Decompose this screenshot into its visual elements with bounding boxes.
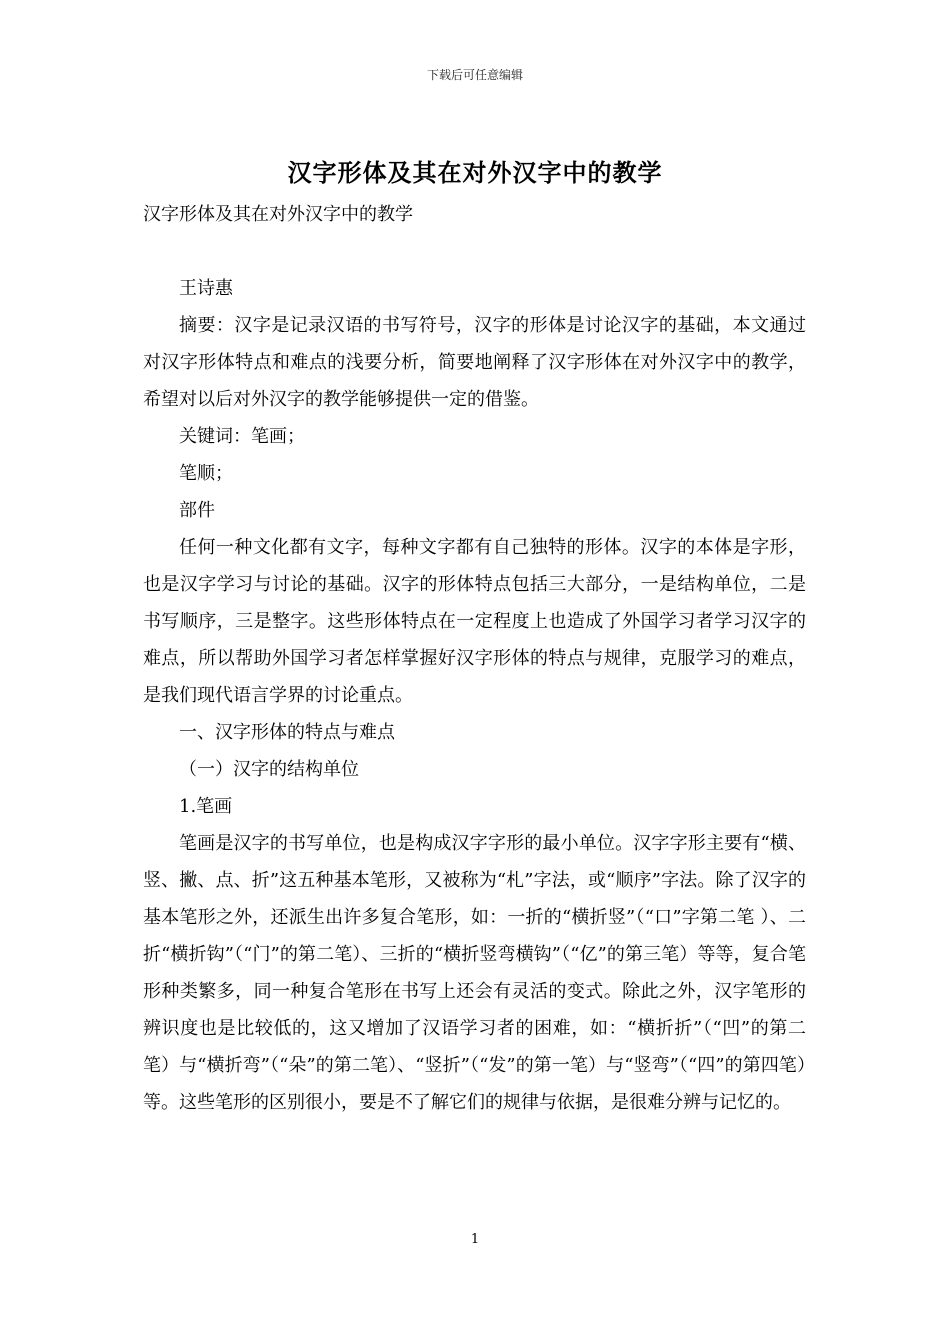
subsubsection-heading-1: 1.笔画 [179,796,233,817]
keywords-line-3: 部件 [179,500,215,521]
abstract-paragraph: 摘要：汉字是记录汉语的书写符号，汉字的形体是讨论汉字的基础，本文通过对汉字形体特点和难点的浅要分析，简要地阐释了汉字形体在对外汉字中的教学，希望对以后对外汉字的教学能够提供一定的借鉴。 [143,315,806,410]
subsection-heading-1: （一）汉字的结构单位 [179,759,359,780]
intro-paragraph: 任何一种文化都有文字，每种文字都有自己独特的形体。汉字的本体是字形，也是汉字学习与讨论的基础。汉字的形体特点包括三大部分，一是结构单位，二是书写顺序，三是整字。这些形体特点在一定程度上也造成了外国学习者学习汉字的难点，所以帮助外国学习者怎样掌握好汉字形体的特点与规律，克服学习的难点，是我们现代语言学界的讨论重点。 [143,537,806,706]
document-subtitle: 汉字形体及其在对外汉字中的教学 [143,204,413,225]
header-note: 下载后可任意编辑 [426,68,523,82]
keywords-line-1: 关键词：笔画； [179,426,305,447]
strokes-paragraph: 笔画是汉字的书写单位，也是构成汉字字形的最小单位。汉字字形主要有“横、竖、撇、点、折”这五种基本笔形，又被称为“札”字法，或“顺序”字法。除了汉字的基本笔形之外，还派生出许多复合笔形，如：一折的“横折竖”（“口”字第二笔 ）、二折“横折钩”（“门”的第二笔）、三折的“横折竖弯横钩”（“亿”的第三笔）等等，复合笔形种类繁多，同一种复合笔形在书写上还会有灵活的变式。除此之外，汉字笔形的辨识度也是比较低的，这又增加了汉语学习者的困难，如：“横折折”（“凹”的第二笔）与“横折弯”（“朵”的第二笔）、“竖折”（“发”的第一笔）与“竖弯”（“四”的第四笔）等。这些笔形的区别很小，要是不了解它们的规律与依据，是很难分辨与记忆的。 [143,833,806,1113]
page-number: 1 [470,1232,480,1247]
document-body [143,270,806,1121]
section-heading-1: 一、汉字形体的特点与难点 [179,722,395,743]
document-title: 汉字形体及其在对外汉字中的教学 [287,158,663,187]
keywords-line-2: 笔顺； [179,463,233,484]
author-name: 王诗惠 [179,278,233,299]
